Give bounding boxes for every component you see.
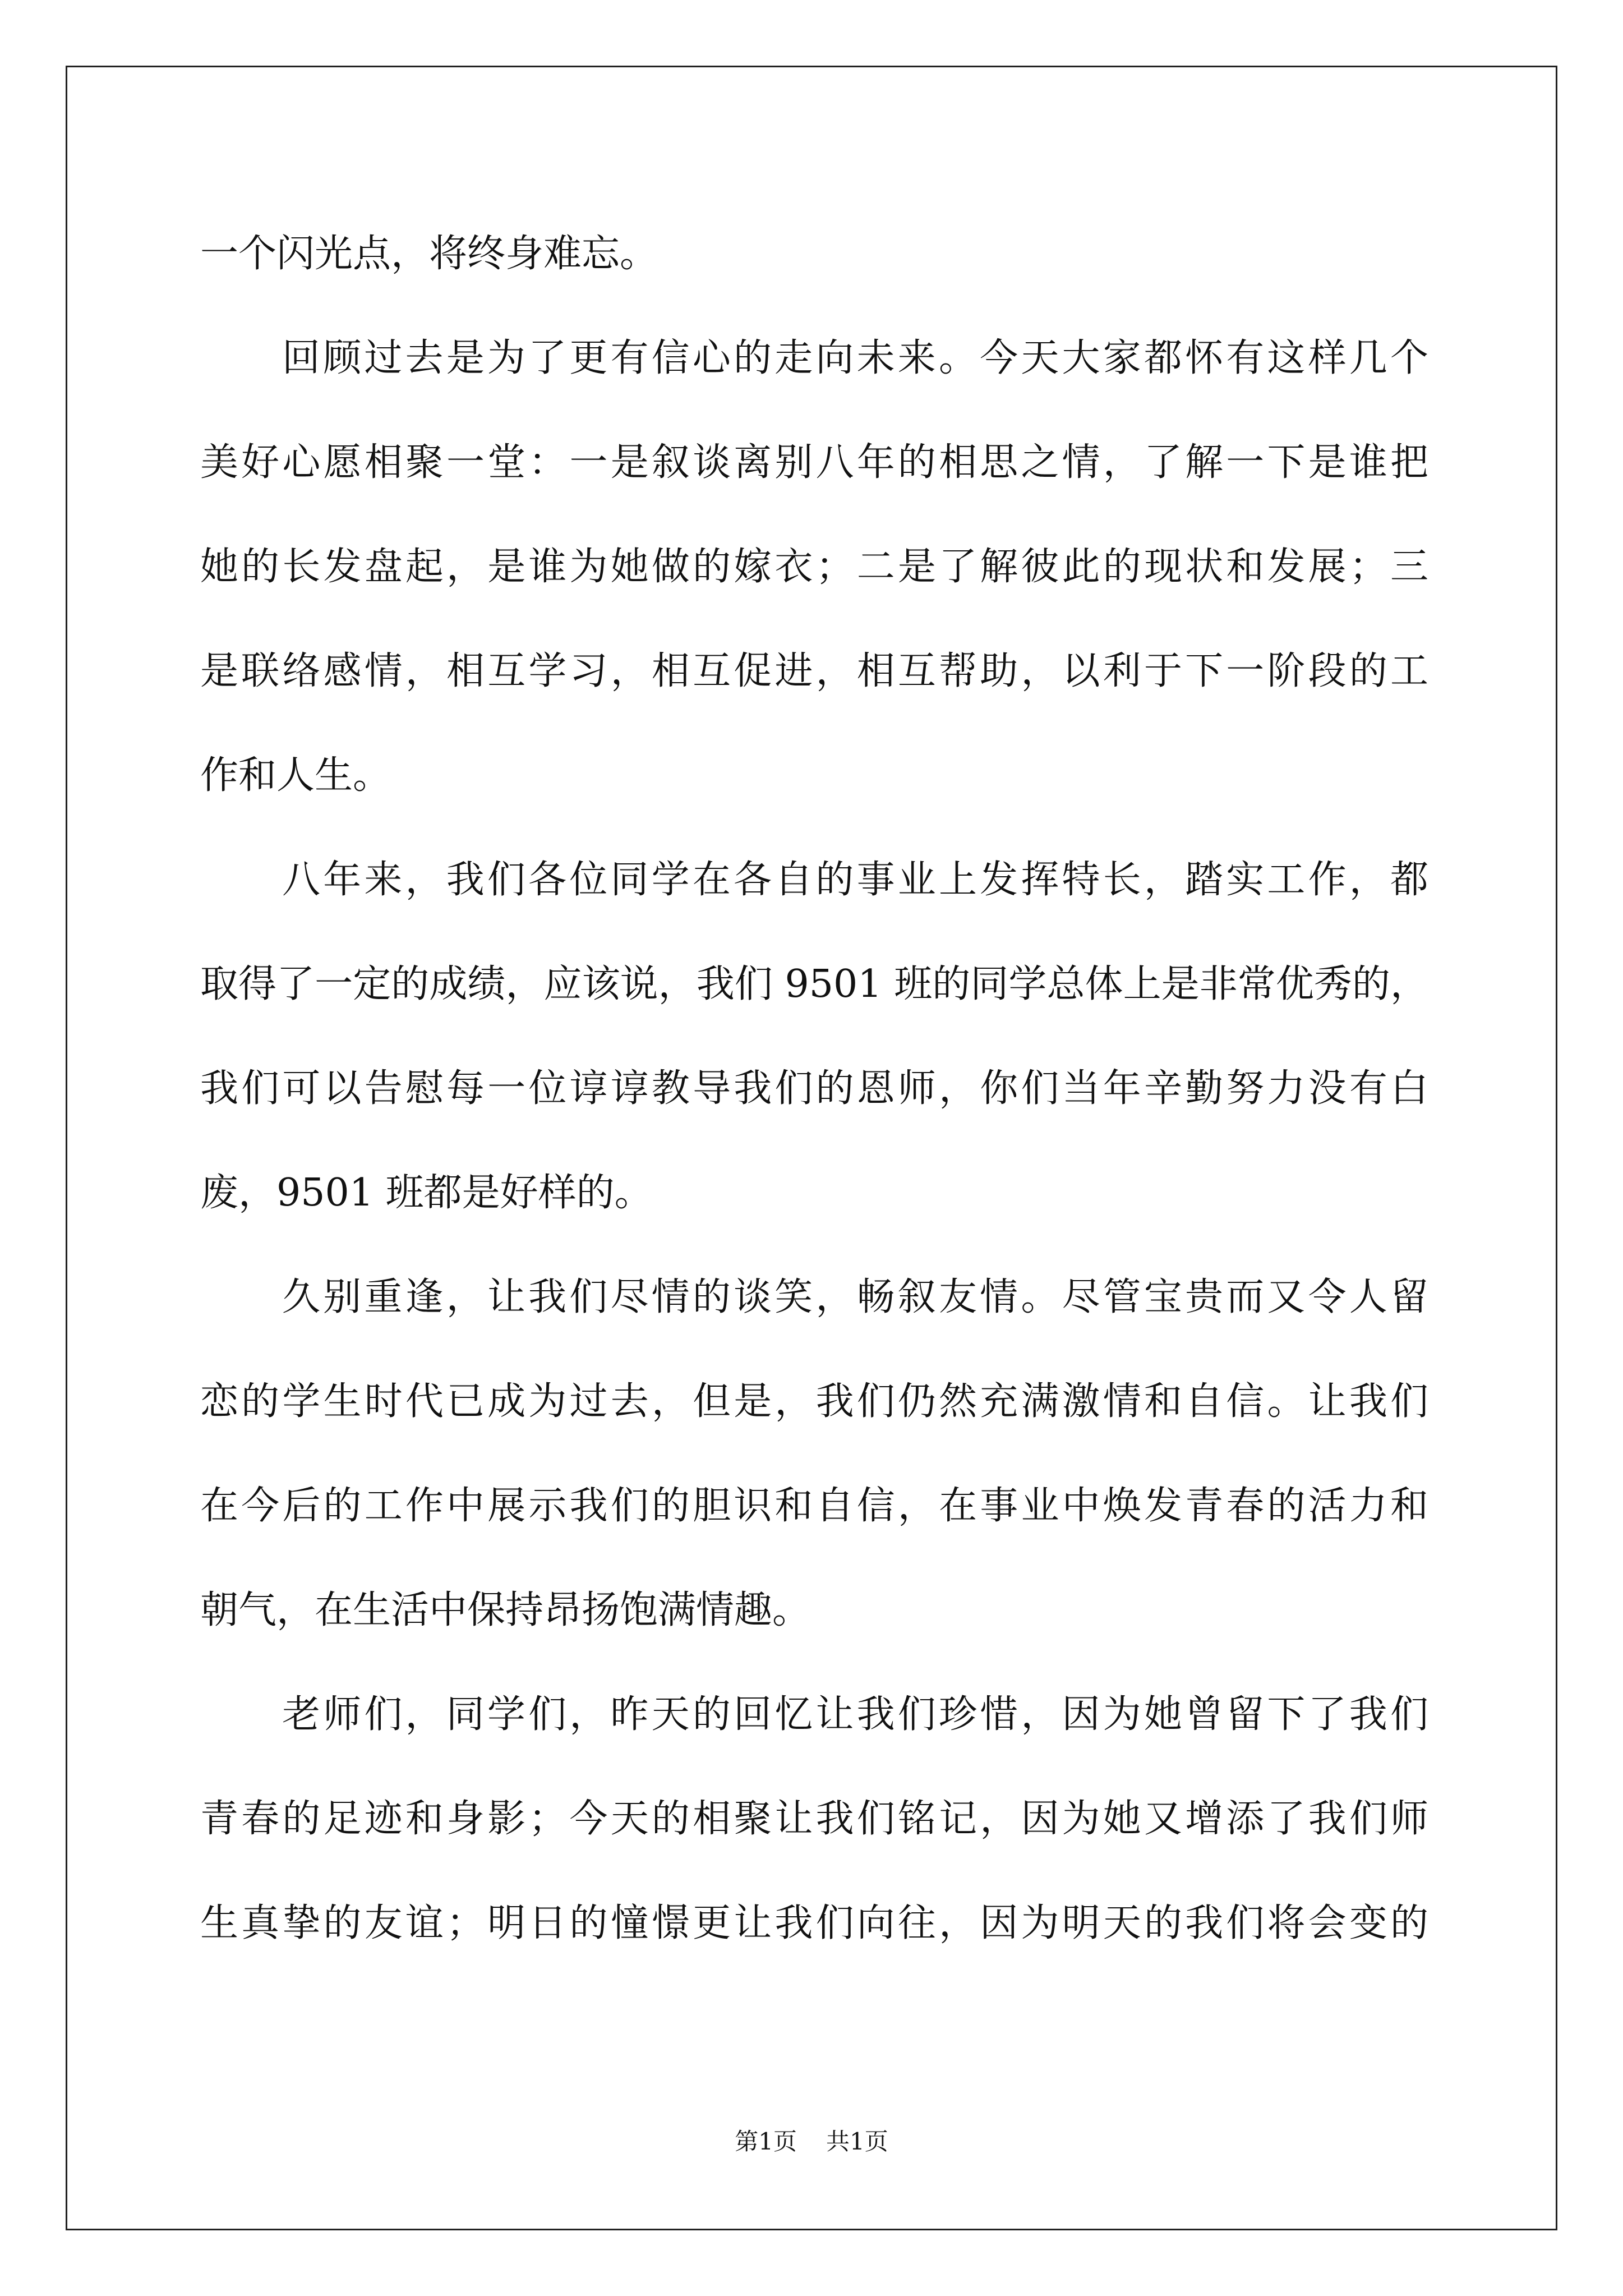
paragraph-first-line: 老师们，同学们，昨天的回忆让我们珍惜，因为她曾留下了我们: [282, 1692, 1428, 1737]
body-line: 美好心愿相聚一堂：一是叙谈离别八年的相思之情，了解一下是谁把: [200, 440, 1428, 485]
paragraph-first-line: 回顾过去是为了更有信心的走向未来。今天大家都怀有这样几个: [282, 336, 1428, 380]
body-line: 在今后的工作中展示我们的胆识和自信，在事业中焕发青春的活力和: [200, 1484, 1428, 1528]
body-line: 她的长发盘起，是谁为她做的嫁衣；二是了解彼此的现状和发展；三: [200, 545, 1428, 589]
body-line: 我们可以告慰每一位谆谆教导我们的恩师，你们当年辛勤努力没有白: [200, 1066, 1428, 1111]
body-line: 一个闪光点，将终身难忘。: [200, 232, 658, 276]
page-footer: [0, 2125, 1623, 2159]
body-line: 生真挚的友谊；明日的憧憬更让我们向往，因为明天的我们将会变的: [200, 1901, 1428, 1945]
document-body: [200, 202, 1428, 1976]
page-number-current: 第1页: [735, 2128, 797, 2155]
body-line: 取得了一定的成绩，应该说，我们 9501 班的同学总体上是非常优秀的，: [200, 962, 1428, 1006]
page-number-total: 共1页: [826, 2128, 888, 2155]
body-line: 是联络感情，相互学习，相互促进，相互帮助，以利于下一阶段的工: [200, 649, 1428, 693]
body-line: 恋的学生时代已成为过去，但是，我们仍然充满激情和自信。让我们: [200, 1379, 1428, 1424]
body-line: 朝气，在生活中保持昂扬饱满情趣。: [200, 1588, 811, 1632]
body-line: 青春的足迹和身影；今天的相聚让我们铭记，因为她又增添了我们师: [200, 1797, 1428, 1841]
paragraph-first-line: 八年来，我们各位同学在各自的事业上发挥特长，踏实工作，都: [282, 858, 1428, 902]
paragraph-first-line: 久别重逢，让我们尽情的谈笑，畅叙友情。尽管宝贵而又令人留: [282, 1275, 1428, 1319]
body-line: 废，9501 班都是好样的。: [200, 1171, 653, 1215]
body-line: 作和人生。: [200, 753, 391, 798]
